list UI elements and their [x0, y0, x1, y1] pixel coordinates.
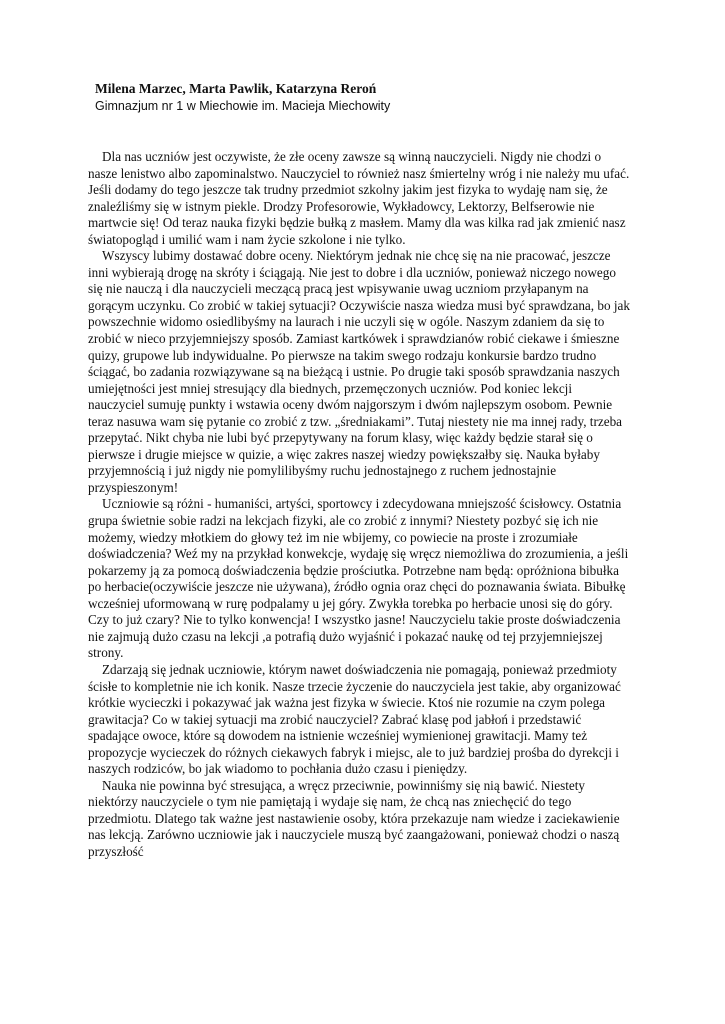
text-line: przepytać. Nikt chyba nie lubi być przepytywany na forum klasy, więc każdy będzie starał się o [88, 430, 593, 446]
text-line: przyspieszonym! [88, 479, 179, 495]
text-line: nasze lenistwo albo zapominalstwo. Nauczyciel to również nasz śmiertelny wróg i nie należy mu ufać. [88, 165, 630, 181]
text-line: przyjemnością i już nigdy nie pomylilibyśmy ruchu jednostajnego z ruchem jednostajnie [88, 463, 557, 479]
text-line: nas lekcją. Zarówno uczniowie jak i nauczyciele muszą być zaangażowani, ponieważ chodzi o naszą [88, 827, 620, 843]
school-name: Gimnazjum nr 1 w Miechowie im. Macieja Miechowity [95, 99, 391, 113]
text-line: niektórzy nauczyciele o tym nie pamiętają i wydaje się nam, że chcą nas zniechęcić do tego [88, 794, 572, 810]
paragraph-5 [88, 778, 640, 861]
text-line: krótkie wycieczki i pokazywać jak ważna jest fizyka w świecie. Ktoś nie rozumie na czym polega [88, 695, 606, 711]
text-line: Jeśli dodamy do tego jeszcze tak trudny przedmiot szkolny jakim jest fizyka to wydaję nam się, że [88, 182, 608, 198]
text-line: spadające owoce, które są dowodem na istnienie wcześniej wymienionej grawitacji. Mamy też [88, 728, 588, 744]
text-line: Czy to już czary? Nie to tylko konwencja! I wszystko jasne! Nauczycielu takie proste doświadczenia [88, 612, 621, 628]
text-line: martwcie się! Od teraz nauka fizyki będzie bułką z masłem. Mamy dla was kilka rad jak zmienić nasz [88, 215, 626, 231]
text-line: propozycje wycieczek do różnych ciekawych fabryk i miejsc, ale to już bardziej prośba do dyrekcji i [88, 744, 619, 760]
text-line: grawitacja? Co w takiej sytuacji ma zrobić nauczyciel? Zabrać klasę pod jabłoń i przedstawić [88, 711, 582, 727]
text-line: wcześniej uformowaną w rurę podpalamy u jej góry. Zwykła torebka po herbacie unosi się do góry. [88, 595, 613, 611]
text-line: grupa świetnie sobie radzi na lekcjach fizyki, ale co zrobić z innymi? Niestety pozbyć się ich nie [88, 513, 599, 529]
authors-line: Milena Marzec, Marta Pawlik, Katarzyna Reroń [95, 81, 377, 96]
text-line: Wszyscy lubimy dostawać dobre oceny. Niektórym jednak nie chcę się na nie pracować, jeszcze [102, 248, 611, 264]
text-line: światopogląd i umilić wam i nam życie szkolone i nie tylko. [88, 231, 406, 247]
text-line: nie zajmują dużo czasu na lekcji ,a potrafią dużo wyjaśnić i pokazać naukę od tej przyjemniejszej [88, 628, 603, 644]
text-line: ścisłe to kompletnie nie ich konik. Nasze trzecie życzenie do nauczyciela jest takie, aby organizować [88, 678, 621, 694]
text-line: pokarzemy ją za pomocą doświadczenia będzie prościutka. Potrzebne nam będą: opróżniona bibułka [88, 562, 619, 578]
text-line: teraz nasuwa wam się pytanie co zrobić z tzw. „średniakami”. Tutaj niestety nie ma innej rady, trzeba [88, 413, 623, 429]
text-line: powszechnie widomo osiedlibyśmy na laurach i nie uczyli się w ogóle. Naszym zdaniem da się to [88, 314, 605, 330]
text-line: możemy, wiedzy młotkiem do głowy też im nie wbijemy, co powiecie na proste i zrozumiałe [88, 529, 578, 545]
document-header [95, 79, 655, 115]
text-line: umiejętności jest mniej stresujący dla biednych, przemęczonych uczniów. Pod koniec lekcji [88, 380, 572, 396]
text-line: zrobić w nieco przyjemniejszy sposób. Zamiast kartkówek i sprawdzianów robić ciekawe i śmieszne [88, 331, 620, 347]
text-line: znaleźliśmy się w istnym piekle. Drodzy Profesorowie, Wykładowcy, Lektorzy, Belfserowie nie [88, 198, 595, 214]
text-line: pierwsze i drugie miejsce w quizie, a więc zakres naszej wiedzy powiększałby się. Nauka byłaby [88, 446, 600, 462]
text-line: się nie nauczą i dla nauczycieli meczącą pracą jest wpisywanie uwag uczniom przyłapanym na [88, 281, 589, 297]
article-body [88, 149, 640, 861]
text-line: quizy, grupowe lub indywidualne. Po pierwsze na takim swego rodzaju konkursie bardzo trudno [88, 347, 597, 363]
text-line: przedmiotu. Dlatego tak ważne jest nastawienie osoby, która przekazuje nam wiedze i zaciekawienie [88, 810, 620, 826]
paragraph-2 [88, 248, 640, 496]
text-line: Dla nas uczniów jest oczywiste, że złe oceny zawsze są winną nauczycieli. Nigdy nie chodzi o [102, 149, 602, 164]
text-line: Uczniowie są różni - humaniści, artyści, sportowcy i zdecydowana mniejszość ścisłowcy. Ostatnia [102, 496, 622, 512]
text-line: Nauka nie powinna być stresująca, a wręcz przeciwnie, powinniśmy się nią bawić. Niestety [102, 777, 586, 793]
paragraph-4 [88, 662, 640, 778]
text-line: nauczyciel sumuję punkty i wstawia oceny dwóm najgorszym i dwóm najlepszym osobom. Pewnie [88, 397, 613, 413]
paragraph-1 [88, 149, 640, 248]
text-line: po herbacie(oczywiście jeszcze nie używana), źródło ognia oraz chęci do poznawania świata. Bibułkę [88, 579, 626, 595]
text-line: przyszłość [88, 843, 144, 859]
text-line: gorącym uczynku. Co zrobić w takiej sytuacji? Oczywiście nasza wiedza musi być sprawdzana, bo jak [88, 297, 630, 313]
text-line: naszych rodziców, bo jak wiadomo to pochłania dużo czasu i pieniędzy. [88, 761, 468, 777]
text-line: inni wybierają drogę na skróty i ściągają. Nie jest to dobre i dla uczniów, ponieważ niczego nowego [88, 264, 616, 280]
text-line: doświadczenia? Weź my na przykład konwekcje, wydaję się wręcz niemożliwa do zrozumienia, a jeśli [88, 546, 629, 562]
paragraph-3 [88, 496, 640, 661]
text-line: Zdarzają się jednak uczniowie, którym nawet doświadczenia nie pomagają, ponieważ przedmioty [102, 661, 617, 677]
text-line: strony. [88, 645, 124, 661]
text-line: ściągać, bo zadania rozwiązywane są na bieżącą i ustnie. Po drugie taki sposób sprawdzania naszych [88, 364, 620, 380]
